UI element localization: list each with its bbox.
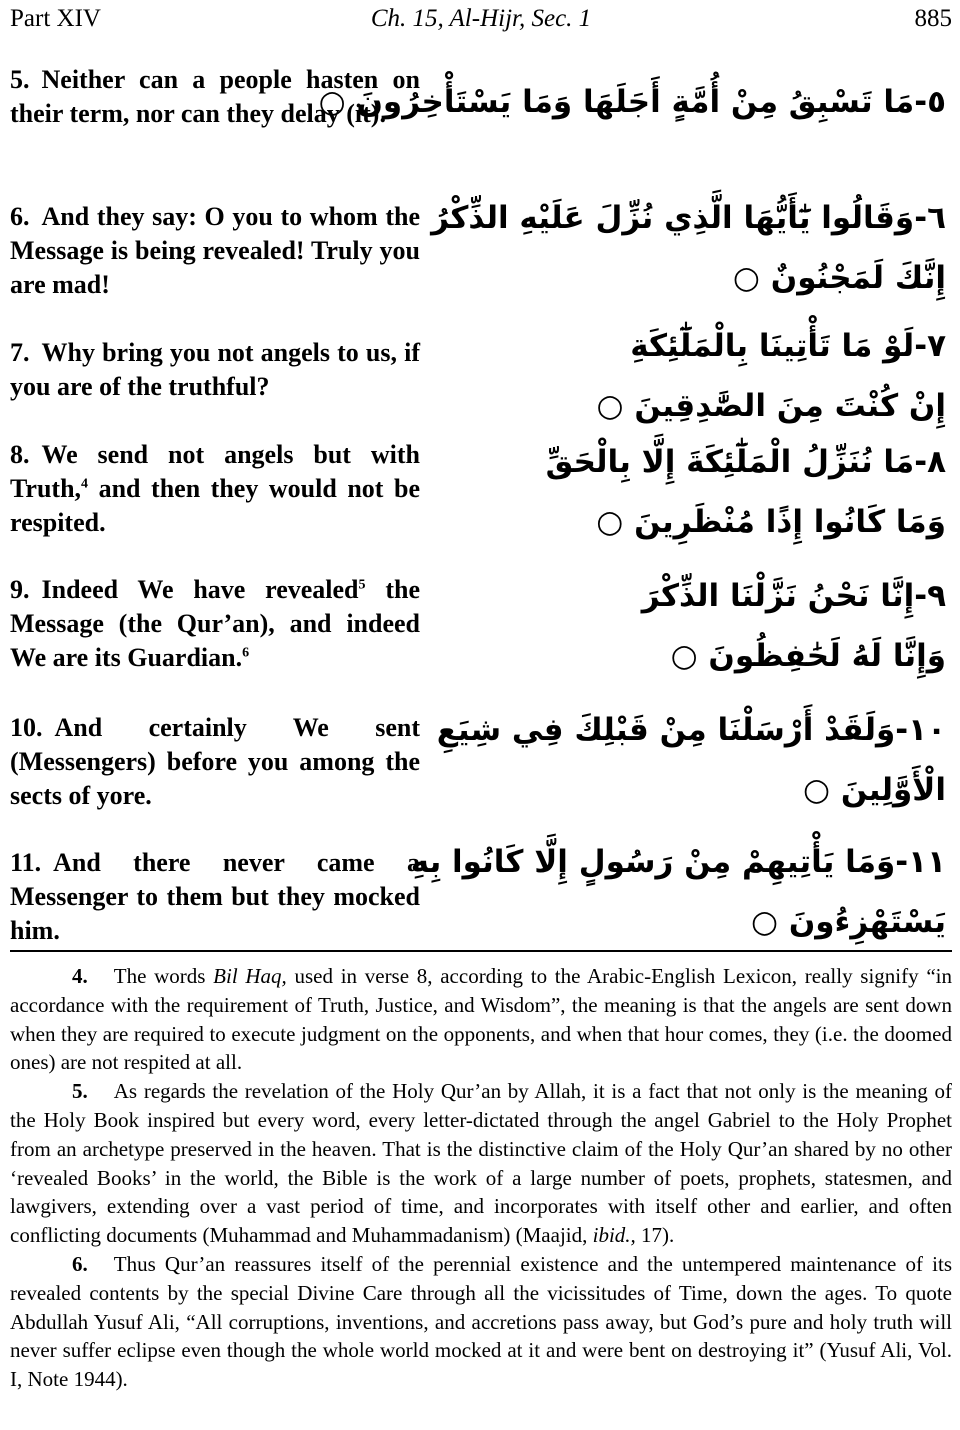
arabic-line: وَمَا كَانُوا إِذًا مُنْظَرِينَ ○: [596, 504, 946, 540]
chapter-title: Ch. 15, Al-Hijr, Sec. 1: [370, 5, 592, 32]
footnotes: [10, 962, 952, 1394]
verse-text: Indeed We have revealed: [41, 575, 359, 604]
verse-number: 10.: [10, 713, 43, 742]
verse-9-arabic: [516, 566, 946, 686]
verse-text: We send not angels but with Truth,: [10, 440, 420, 503]
page-number: 885: [914, 5, 952, 32]
footnote-text: As regards the revelation of the Holy Qur’an by Allah, it is a fact that not only is the meaning of the Holy Book inspired but every word, every letter-dictated through the angel Gabriel to the Holy Prophet from an archetype preserved in the heaven. That is the distinctive claim of the Holy Qur’an shared by no other ‘revealed Books’ in the world, the Bible is the work of a large number of poets, prophets, statesmen, and lawgivers, extending over a vast period of time, and incorporates with itself other and earlier, and often conflicting documents (Muhammad and Muhammadanism) (Maajid,: [10, 1079, 952, 1248]
verse-7-arabic: [516, 316, 946, 436]
arabic-line: وَإِنَّا لَهُ لَحَٰفِظُونَ ○: [670, 638, 946, 674]
arabic-line: ٧-لَوْ مَا تَأْتِينَا بِالْمَلَٰٓئِكَةِ: [630, 328, 946, 364]
verse-text: Why bring you not angels to us, if you are of the truthful?: [10, 338, 420, 401]
footnote-emphasis: ibid.,: [592, 1223, 636, 1248]
arabic-line: إِنْ كُنْتَ مِنَ الصَّٰدِقِينَ ○: [596, 388, 946, 424]
verse-number: 11.: [10, 848, 42, 877]
verse-8-translation: [10, 438, 420, 540]
verse-number: 6.: [10, 202, 30, 231]
verse-6-arabic: [431, 188, 946, 308]
verse-11-arabic: [410, 832, 946, 952]
verse-number: 9.: [10, 575, 30, 604]
footnote-text: Thus Qur’an reassures itself of the perennial existence and the untempered maintenance of its revealed contents by the special Divine Care through all the vicissitudes of Time, down the ages. To quote Abdullah Yusuf Ali, “All corruptions, inventions, and accretions pass away, but God’s pure and holy truth will never suffer eclipse even though the whole world mocked at it and were bent on destroying it” (Yusuf Ali, Vol. I, Note 1944).: [10, 1251, 952, 1392]
verse-5-arabic: [318, 72, 946, 132]
footnote-6: [10, 1250, 952, 1394]
footnote-text: used in verse 8, according to the Arabic-English Lexicon, really signify “in accordance with the requirement of Truth, Justice, and Wisdom”, the meaning is that the angels are sent down when they are required to execute judgment on the opponents, and when that hour comes, they (i.e. the doomed ones) are not respited at all.: [10, 964, 952, 1075]
arabic-line: ١١-وَمَا يَأْتِيهِمْ مِنْ رَسُولٍ إِلَّا كَانُوا بِهِ: [410, 844, 946, 880]
verse-text: Neither can a people hasten on their term, nor can they delay (it).: [10, 65, 420, 128]
verse-8-arabic: [516, 432, 946, 552]
arabic-line: ٥-مَا تَسْبِقُ مِنْ أُمَّةٍ أَجَلَهَا وَمَا يَسْتَأْخِرُونَ ○: [318, 84, 946, 120]
verse-9-translation: [10, 573, 420, 675]
footnote-4: [10, 962, 952, 1077]
footnote-marker[interactable]: 4: [81, 476, 89, 492]
footnote-number: 6.: [72, 1251, 88, 1276]
footnote-text: The words: [113, 964, 214, 988]
arabic-line: يَسْتَهْزِءُونَ ○: [750, 904, 946, 940]
footnote-5: [10, 1077, 952, 1250]
verse-text: the Message (the Qur’an), and indeed We are its Guardian.: [10, 575, 420, 672]
verse-text: And they say: O you to whom the Message is being revealed! Truly you are mad!: [10, 202, 420, 299]
arabic-line: إِنَّكَ لَمَجْنُونٌ ○: [732, 260, 946, 296]
footnote-text: 17).: [635, 1223, 675, 1248]
arabic-line: ١٠-وَلَقَدْ أَرْسَلْنَا مِنْ قَبْلِكَ فِي شِيَعِ: [436, 712, 946, 748]
footnote-divider: [10, 950, 952, 952]
footnote-number: 5.: [72, 1079, 88, 1104]
arabic-line: ٩-إِنَّا نَحْنُ نَزَّلْنَا الذِّكْرَ: [641, 578, 946, 614]
running-header: [10, 2, 952, 36]
footnote-number: 4.: [72, 964, 88, 988]
footnote-marker[interactable]: 6: [242, 645, 250, 661]
verse-text: And certainly We sent (Messengers) before you among the sects of yore.: [10, 713, 420, 810]
arabic-line: ٨-مَا نُنَزِّلُ الْمَلَٰٓئِكَةَ إِلَّا بِالْحَقِّ: [545, 444, 946, 480]
arabic-line: ٦-وَقَالُوا يَٰٓأَيُّهَا الَّذِي نُزِّلَ عَلَيْهِ الذِّكْرُ: [431, 200, 946, 236]
arabic-line: الْأَوَّلِينَ ○: [802, 772, 946, 808]
part-label: Part XIV: [10, 5, 101, 32]
verse-number: 5.: [10, 65, 30, 94]
footnote-marker[interactable]: 5: [358, 577, 366, 593]
verse-7-translation: [10, 336, 420, 404]
verse-6-translation: [10, 200, 420, 302]
footnote-emphasis: Bil Haq,: [213, 964, 287, 988]
verse-number: 7.: [10, 338, 30, 367]
verse-number: 8.: [10, 440, 30, 469]
verse-text: and then they would not be respited.: [10, 474, 420, 537]
verse-11-translation: [10, 846, 420, 948]
verse-10-translation: [10, 711, 420, 813]
verse-text: And there never came a Messenger to them but they mocked him.: [10, 848, 420, 945]
verse-10-arabic: [436, 700, 946, 820]
